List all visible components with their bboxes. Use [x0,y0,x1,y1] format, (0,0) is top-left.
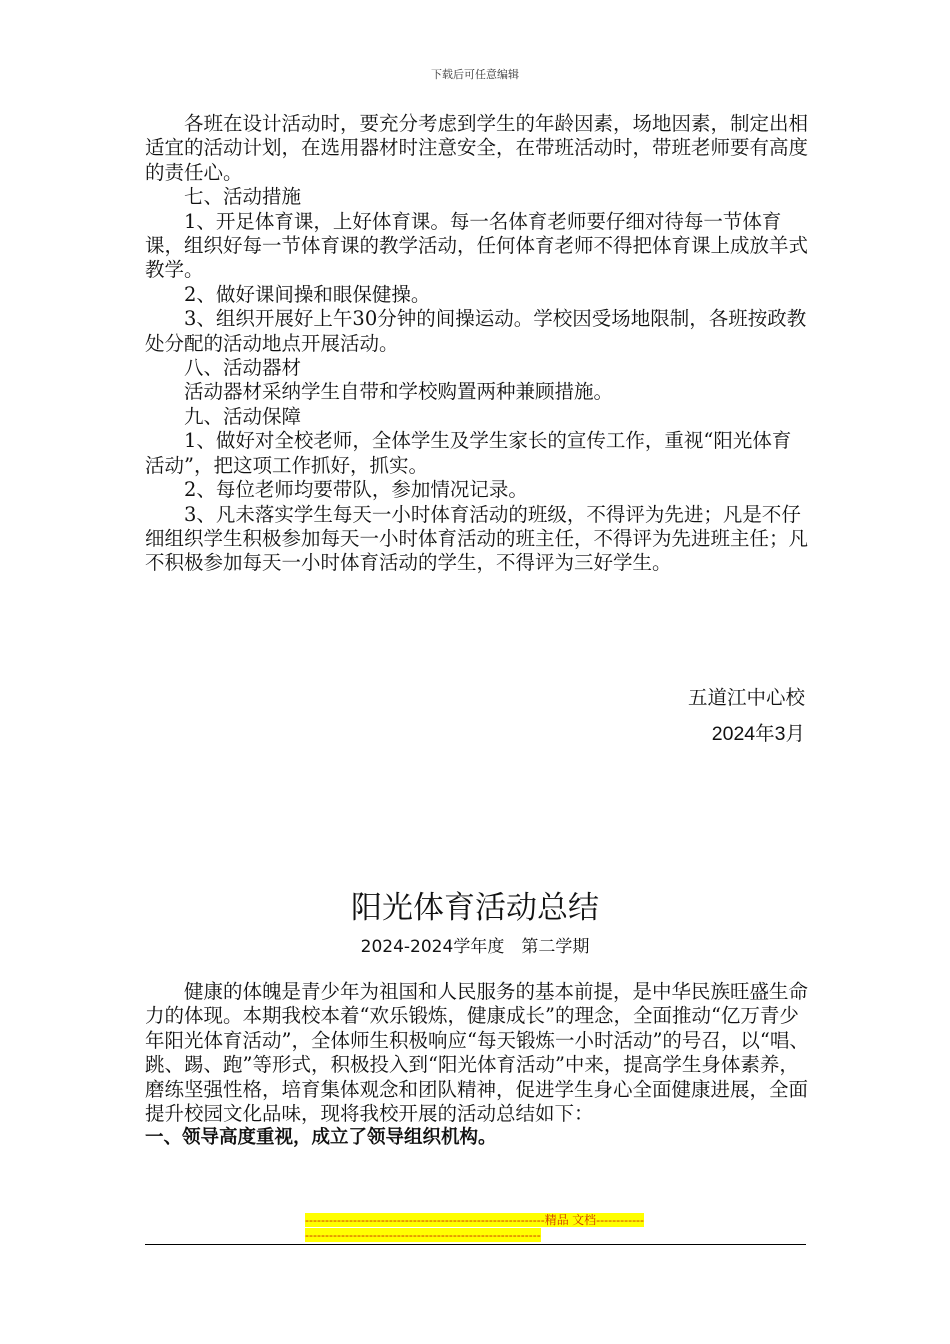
paragraph-intro: 健康的体魄是青少年为祖国和人民服务的基本前提，是中华民族旺盛生命力的体现。本期我校本着“欢乐锻炼，健康成长”的理念，全面推动“亿万青少年阳光体育活动”，全体师生积极响应“每天锻炼一小时活动”的号召，以“唱、跳、踢、跑”等形式，积极投入到“阳光体育活动”中来，提高学生身体素养，磨练坚强性格，培育集体观念和团队精神，促进学生身心全面健康进展，全面提升校园文化品味，现将我校开展的活动总结如下： [145,980,809,1126]
signature-date: 2024年3月 [711,723,805,745]
paragraph-equipment: 活动器材采纳学生自带和学校购置两种兼顾措施。 [184,380,614,404]
paragraph-measure-1: 1、开足体育课，上好体育课。每一名体育老师要仔细对待每一节体育课，组织好每一节体育课的教学活动，任何体育老师不得把体育课上成放羊式教学。 [145,209,809,282]
section-heading-guarantee: 九、活动保障 [184,404,302,428]
section-heading-leadership: 一、领导高度重视，成立了领导组织机构。 [145,1127,497,1149]
section-heading-measures: 七、活动措施 [184,185,302,209]
section-heading-equipment: 八、活动器材 [184,356,302,380]
top-body-text [145,112,810,576]
paragraph-activity-design: 各班在设计活动时，要充分考虑到学生的年龄因素，场地因素，制定出相适宜的活动计划，在选用器材时注意安全，在带班活动时，带班老师要有高度的责任心。 [145,112,809,184]
document-title: 阳光体育活动总结 [351,890,599,926]
document-subtitle: 2024-2024学年度 第二学期 [360,937,590,957]
footer-watermark-band [305,1213,647,1243]
paragraph-guarantee-3: 3、凡未落实学生每天一小时体育活动的班级，不得评为先进；凡是不仔细组织学生积极参加每天一小时体育活动的班主任，不得评为先进班主任；凡不积极参加每天一小时体育活动的学生，不得评为三好学生。 [145,502,809,575]
header-note: 下载后可任意编辑 [431,68,519,81]
paragraph-measure-3: 3、组织开展好上午30分钟的间操运动。学校因受场地限制，各班按政教处分配的活动地点开展活动。 [145,307,807,355]
footer-watermark-text: ------------------------------------------------------------精品 文档----------------------------------------------------------------------- [305,1213,645,1242]
paragraph-guarantee-2: 2、每位老师均要带队，参加情况记录。 [184,478,528,502]
paragraph-guarantee-1: 1、做好对全校老师，全体学生及学生家长的宣传工作，重视“阳光体育活动”，把这项工作抓好，抓实。 [145,429,792,477]
signature-school: 五道江中心校 [687,686,805,709]
paragraph-measure-2: 2、做好课间操和眼保健操。 [184,282,431,306]
summary-body-text [145,980,810,1151]
footer-divider [145,1244,806,1245]
